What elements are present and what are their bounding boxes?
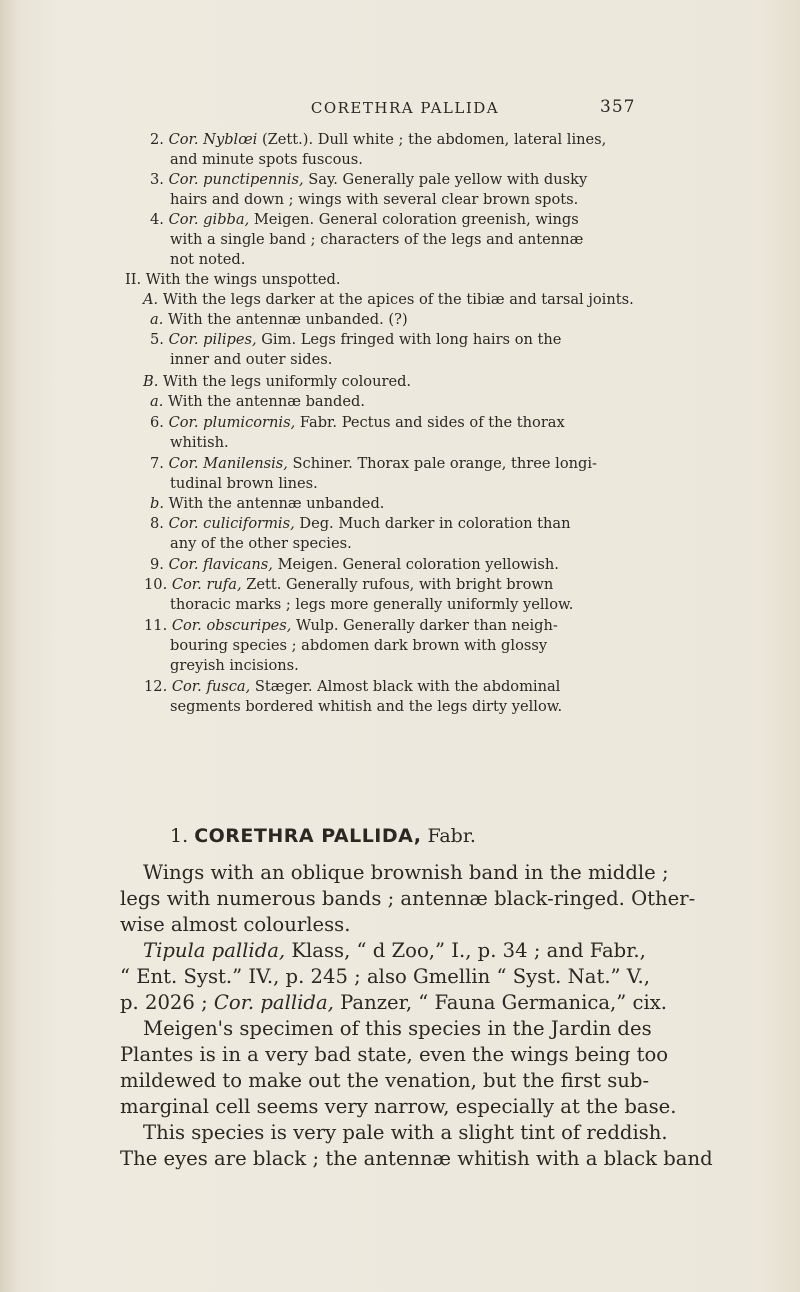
key-line: 5. Cor. pilipes, Gim. Legs fringed with long hairs on the: [150, 331, 562, 348]
body-line: legs with numerous bands ; antennæ black-ringed. Other-: [120, 887, 696, 910]
body-line: “ Ent. Syst.” IV., p. 245 ; also Gmellin “ Syst. Nat.” V.,: [120, 965, 650, 988]
key-line: any of the other species.: [170, 535, 352, 552]
key-line: hairs and down ; wings with several clear brown spots.: [170, 191, 579, 208]
key-line: with a single band ; characters of the legs and antennæ: [170, 231, 584, 248]
body-line: p. 2026 ; Cor. pallida, Panzer, “ Fauna Germanica,” cix.: [120, 991, 668, 1014]
key-line: B. With the legs uniformly coloured.: [143, 373, 412, 390]
key-line: greyish incisions.: [170, 657, 299, 674]
body-line: Wings with an oblique brownish band in the middle ;: [143, 861, 669, 884]
key-line: tudinal brown lines.: [170, 475, 318, 492]
page-number: 357: [600, 97, 636, 117]
key-line: and minute spots fuscous.: [170, 151, 363, 168]
body-line: The eyes are black ; the antennæ whitish with a black band: [120, 1147, 713, 1170]
key-line: 3. Cor. punctipennis, Say. Generally pale yellow with dusky: [150, 171, 588, 188]
key-line: 11. Cor. obscuripes, Wulp. Generally darker than neigh-: [144, 617, 558, 634]
key-line: not noted.: [170, 251, 246, 268]
key-line: 7. Cor. Manilensis, Schiner. Thorax pale orange, three longi-: [150, 455, 597, 472]
key-line: 8. Cor. culiciformis, Deg. Much darker in coloration than: [150, 515, 571, 532]
key-line: 10. Cor. rufa, Zett. Generally rufous, with bright brown: [144, 576, 554, 593]
key-line: a. With the antennæ banded.: [150, 393, 365, 410]
body-line: wise almost colourless.: [120, 913, 351, 936]
body-line: This species is very pale with a slight tint of reddish.: [143, 1121, 668, 1144]
key-line: bouring species ; abdomen dark brown with glossy: [170, 637, 548, 654]
body-line: marginal cell seems very narrow, especially at the base.: [120, 1095, 677, 1118]
key-line: 6. Cor. plumicornis, Fabr. Pectus and sides of the thorax: [150, 414, 565, 431]
body-line: Plantes is in a very bad state, even the wings being too: [120, 1043, 669, 1066]
key-line: 2. Cor. Nyblœi (Zett.). Dull white ; the abdomen, lateral lines,: [150, 131, 607, 148]
key-line: A. With the legs darker at the apices of the tibiæ and tarsal joints.: [143, 291, 634, 308]
key-line: 9. Cor. flavicans, Meigen. General coloration yellowish.: [150, 556, 559, 573]
key-line: b. With the antennæ unbanded.: [150, 495, 385, 512]
key-line: a. With the antennæ unbanded. (?): [150, 311, 408, 328]
key-line: inner and outer sides.: [170, 351, 333, 368]
key-line: segments bordered whitish and the legs dirty yellow.: [170, 698, 563, 715]
key-line: whitish.: [170, 434, 229, 451]
species-heading: 1. CORETHRA PALLIDA, Fabr.: [170, 825, 476, 847]
running-head: [0, 99, 800, 119]
key-line: II. With the wings unspotted.: [125, 271, 341, 288]
key-line: thoracic marks ; legs more generally uniformly yellow.: [170, 596, 574, 613]
body-line: Meigen's specimen of this species in the Jardin des: [143, 1017, 652, 1040]
running-head-title: CORETHRA PALLIDA: [310, 99, 500, 117]
body-line: Tipula pallida, Klass, “ d Zoo,” I., p. 34 ; and Fabr.,: [143, 939, 646, 962]
key-line: 4. Cor. gibba, Meigen. General coloration greenish, wings: [150, 211, 579, 228]
body-line: mildewed to make out the venation, but the first sub-: [120, 1069, 650, 1092]
key-line: 12. Cor. fusca, Stæger. Almost black with the abdominal: [144, 678, 561, 695]
